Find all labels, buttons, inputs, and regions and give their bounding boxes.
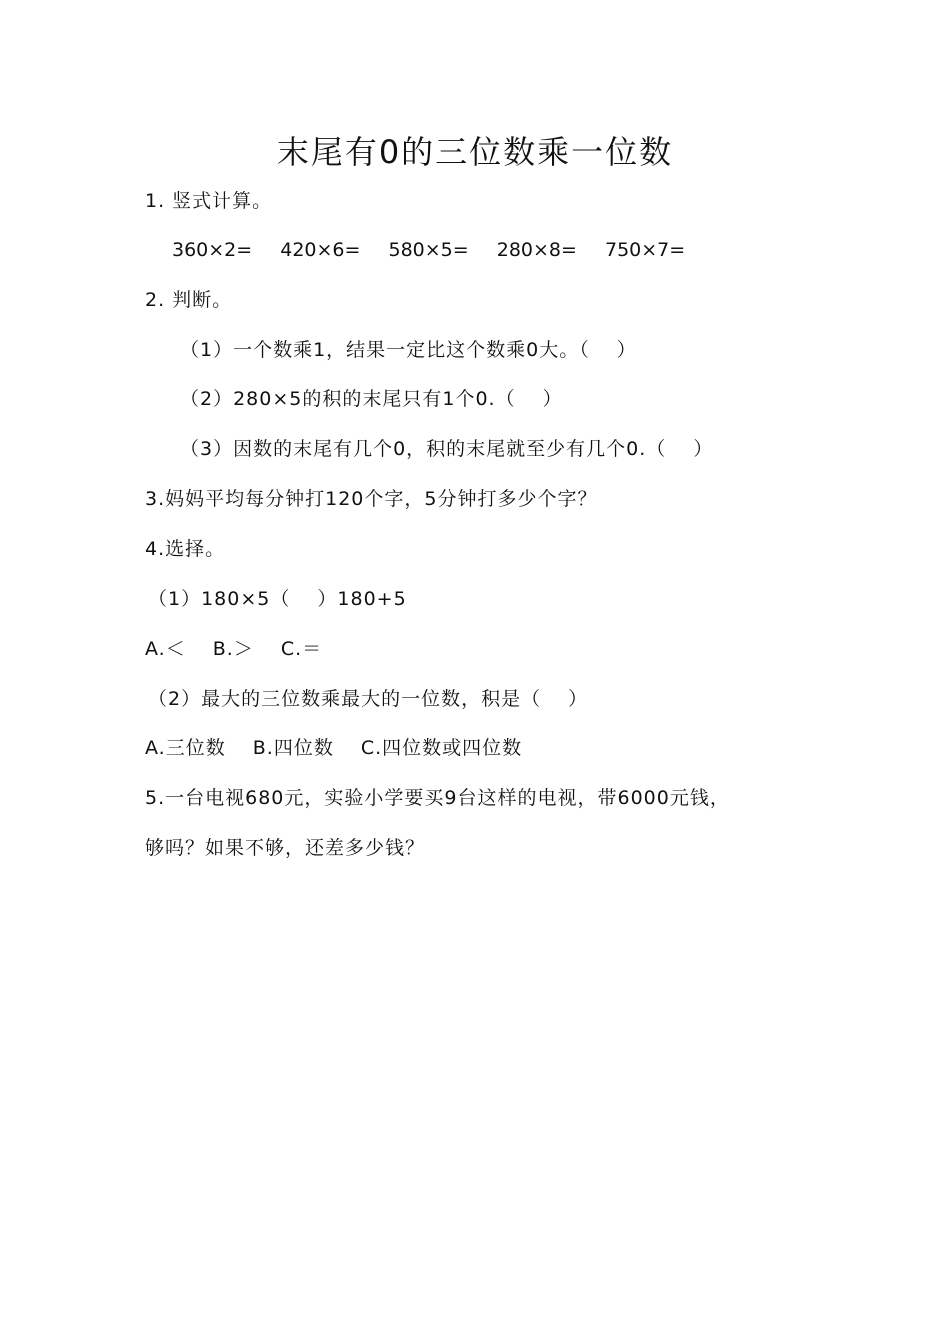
question-5-line-1: 5.一台电视680元，实验小学要买9台这样的电视，带6000元钱， — [145, 787, 730, 809]
calculation-item: 750×7= — [605, 239, 686, 261]
question-1-heading: 1. 竖式计算。 — [145, 190, 273, 212]
judgment-item-2: （2）280×5的积的末尾只有1个0.（ ） — [180, 388, 563, 410]
page-title: 末尾有0的三位数乘一位数 — [276, 133, 674, 171]
question-4-heading: 4.选择。 — [145, 538, 226, 560]
choice-2-question: （2）最大的三位数乘最大的一位数，积是（ ） — [148, 688, 589, 710]
calculation-item: 360×2= — [172, 239, 253, 261]
calculation-list — [172, 235, 707, 265]
question-5-line-2: 够吗？如果不够，还差多少钱？ — [145, 837, 426, 859]
calculation-item: 420×6= — [280, 239, 361, 261]
judgment-item-3: （3）因数的末尾有几个0，积的末尾就至少有几个0.（ ） — [180, 438, 714, 460]
calculation-item: 280×8= — [496, 239, 577, 261]
judgment-item-1: （1）一个数乘1，结果一定比这个数乘0大。（ ） — [180, 339, 637, 361]
question-2-heading: 2. 判断。 — [145, 289, 233, 311]
calculation-item: 580×5= — [388, 239, 469, 261]
choice-1-options: A.＜ B.＞ C.＝ — [145, 638, 323, 660]
question-3-text: 3.妈妈平均每分钟打120个字，5分钟打多少个字？ — [145, 488, 598, 510]
choice-2-options: A.三位数 B.四位数 C.四位数或四位数 — [145, 737, 523, 759]
choice-1-question: （1）180×5（ ）180+5 — [148, 588, 407, 610]
